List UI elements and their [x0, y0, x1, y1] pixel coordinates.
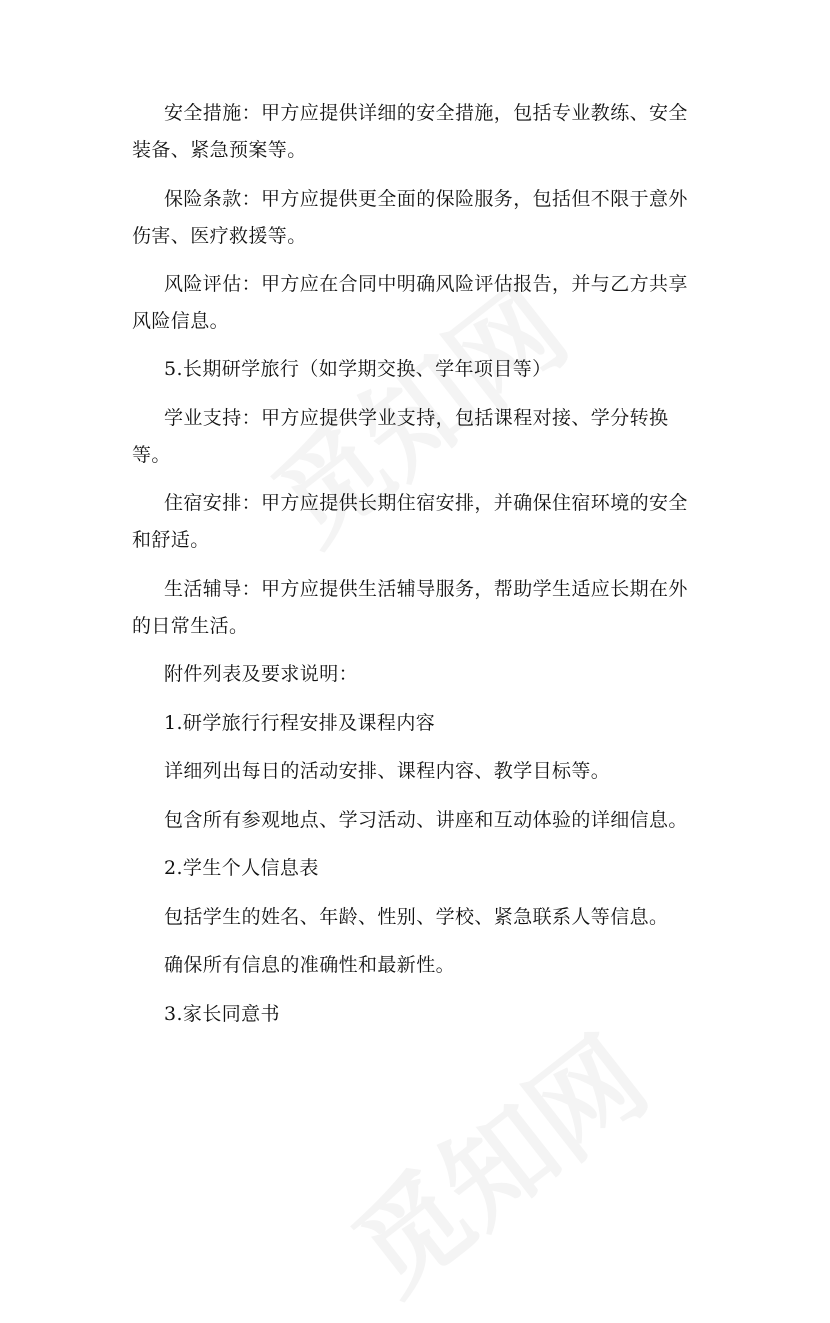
paragraph-life-line1: 生活辅导：甲方应提供生活辅导服务，帮助学生适应长期在外 [164, 578, 688, 600]
paragraph-academic-line2: 等。 [132, 444, 171, 466]
paragraph-insurance-line2: 伤害、医疗救援等。 [132, 225, 307, 247]
watermark-bottom [316, 995, 673, 1323]
paragraph-risk-line1: 风险评估：甲方应在合同中明确风险评估报告，并与乙方共享 [164, 273, 688, 295]
paragraph-academic-line1: 学业支持：甲方应提供学业支持，包括课程对接、学分转换 [164, 407, 669, 429]
paragraph-safety-line1: 安全措施：甲方应提供详细的安全措施，包括专业教练、安全 [164, 102, 688, 124]
attachment-item-2: 2.学生个人信息表 [164, 857, 319, 879]
attachment-item-1: 1.研学旅行行程安排及课程内容 [164, 712, 436, 734]
attachment-item-3: 3.家长同意书 [164, 1003, 280, 1025]
paragraph-safety-line2: 装备、紧急预案等。 [132, 139, 307, 161]
section-heading-long-term: 5.长期研学旅行（如学期交换、学年项目等） [164, 358, 552, 380]
paragraph-accommodation-line1: 住宿安排：甲方应提供长期住宿安排，并确保住宿环境的安全 [164, 492, 688, 514]
attachment-item-1-desc2: 包含所有参观地点、学习活动、讲座和互动体验的详细信息。 [164, 809, 688, 831]
paragraph-life-line2: 的日常生活。 [132, 615, 249, 637]
attachment-item-2-desc2: 确保所有信息的准确性和最新性。 [164, 954, 456, 976]
paragraph-risk-line2: 风险信息。 [132, 310, 230, 332]
attachment-item-1-desc1: 详细列出每日的活动安排、课程内容、教学目标等。 [164, 760, 611, 782]
paragraph-insurance-line1: 保险条款：甲方应提供更全面的保险服务，包括但不限于意外 [164, 188, 688, 210]
paragraph-accommodation-line2: 和舒适。 [132, 529, 210, 551]
attachment-list-heading: 附件列表及要求说明： [164, 663, 359, 685]
attachment-item-2-desc1: 包括学生的姓名、年龄、性别、学校、紧急联系人等信息。 [164, 906, 669, 928]
